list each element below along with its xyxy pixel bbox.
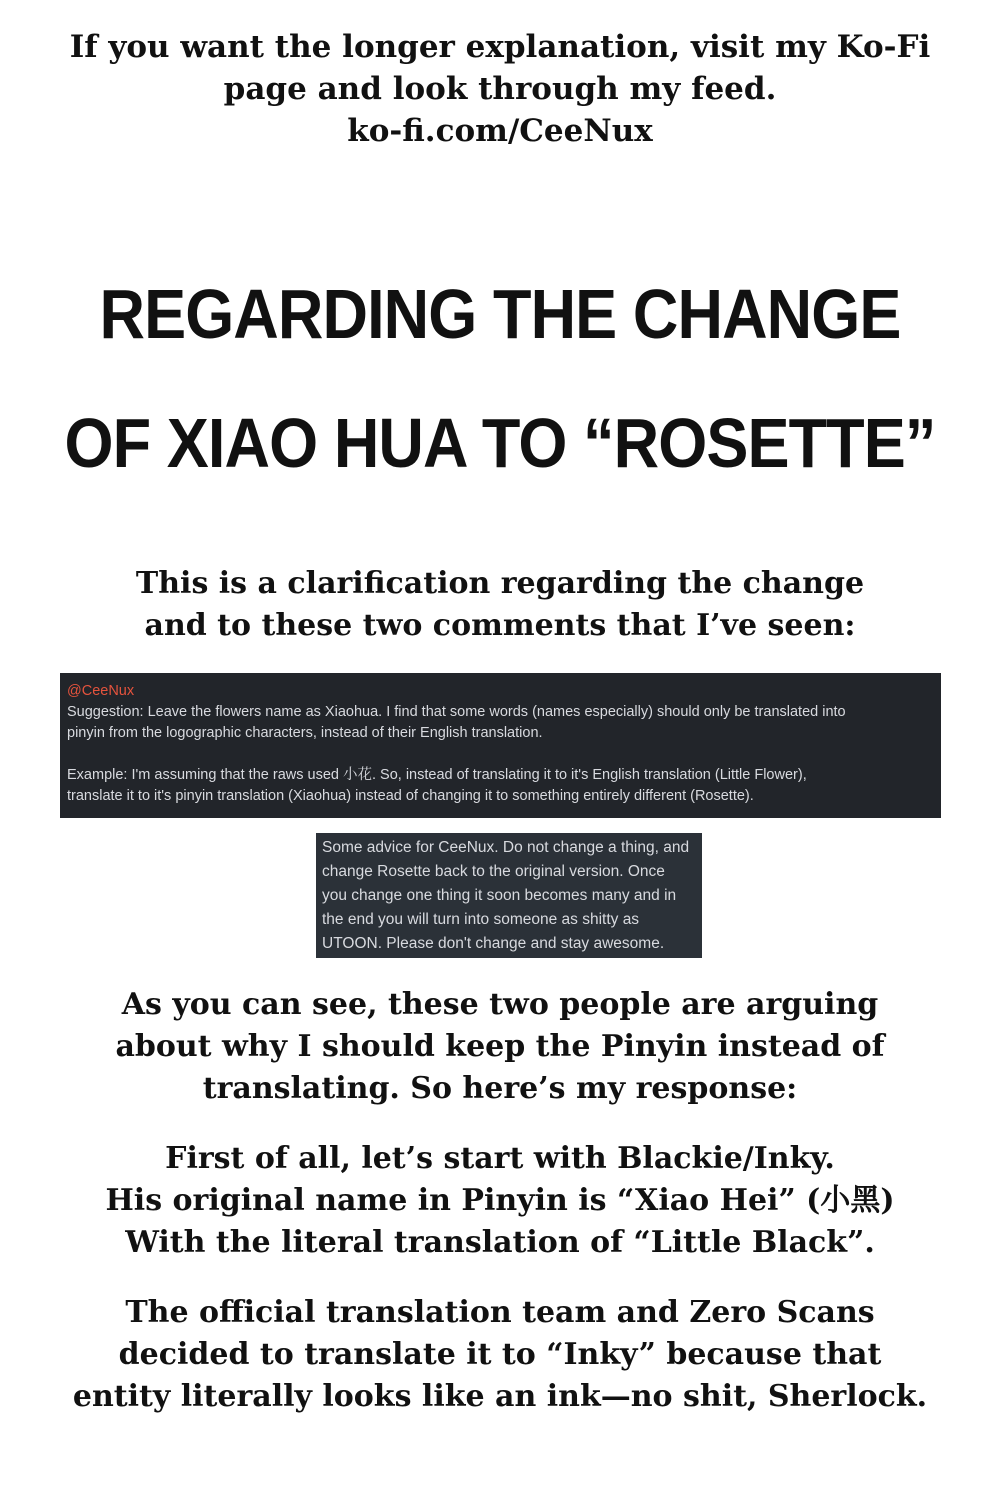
response-paragraph	[0, 984, 1000, 1110]
official-line-1: The official translation team and Zero Scans	[125, 1295, 875, 1330]
clarification-text	[0, 563, 1000, 647]
intro-text	[0, 26, 1000, 152]
comment-2-line-4: the end you will turn into someone as shitty as	[322, 911, 640, 928]
blackie-line-2: His original name in Pinyin is “Xiao Hei” (小黑)	[105, 1183, 895, 1218]
comment-2-line-5: UTOON. Please don't change and stay awesome.	[322, 935, 665, 952]
comment-2-line-3: you change one thing it soon becomes many and in	[322, 887, 677, 904]
comment-1-line-1: Suggestion: Leave the flowers name as Xiaohua. I find that some words (names especially) should only be translated into	[67, 704, 846, 720]
blackie-line-3: With the literal translation of “Little Black”.	[125, 1225, 875, 1260]
response-line-2: about why I should keep the Pinyin instead of	[115, 1029, 885, 1064]
title-line-1: REGARDING THE CHANGE	[99, 275, 901, 353]
comment-screenshot-1	[60, 673, 941, 818]
comment-screenshot-2	[316, 833, 702, 958]
blackie-line-1: First of all, let’s start with Blackie/Inky.	[165, 1141, 835, 1176]
comment-2-line-2: change Rosette back to the original version. Once	[322, 863, 665, 880]
kofi-link[interactable]: ko-fi.com/CeeNux	[347, 113, 653, 149]
official-line-2: decided to translate it to “Inky” because that	[118, 1337, 882, 1372]
comment-user-mention: @CeeNux	[67, 683, 135, 699]
title-line-2: OF XIAO HUA TO “ROSETTE”	[64, 404, 936, 482]
response-line-1: As you can see, these two people are arguing	[121, 987, 879, 1022]
blackie-paragraph	[0, 1138, 1000, 1264]
official-paragraph	[0, 1292, 1000, 1418]
comment-1-line-3: Example: I'm assuming that the raws used 小花. So, instead of translating it to it's English translation (Little Flower),	[67, 767, 807, 783]
clarification-line-1: This is a clarification regarding the change	[135, 566, 865, 601]
clarification-line-2: and to these two comments that I’ve seen:	[144, 608, 856, 643]
intro-line-1: If you want the longer explanation, visit my Ko-Fi	[69, 29, 931, 65]
comment-1-line-4: translate it to it's pinyin translation (Xiaohua) instead of changing it to something entirely different (Rosette).	[67, 788, 754, 804]
response-line-3: translating. So here’s my response:	[202, 1071, 798, 1106]
page-title	[50, 275, 950, 482]
official-line-3: entity literally looks like an ink—no shit, Sherlock.	[72, 1379, 928, 1414]
comment-1-line-2: pinyin from the logographic characters, instead of their English translation.	[67, 725, 543, 741]
comment-2-line-1: Some advice for CeeNux. Do not change a thing, and	[322, 839, 690, 856]
body-text	[0, 984, 1000, 1446]
intro-line-2: page and look through my feed.	[223, 71, 777, 107]
